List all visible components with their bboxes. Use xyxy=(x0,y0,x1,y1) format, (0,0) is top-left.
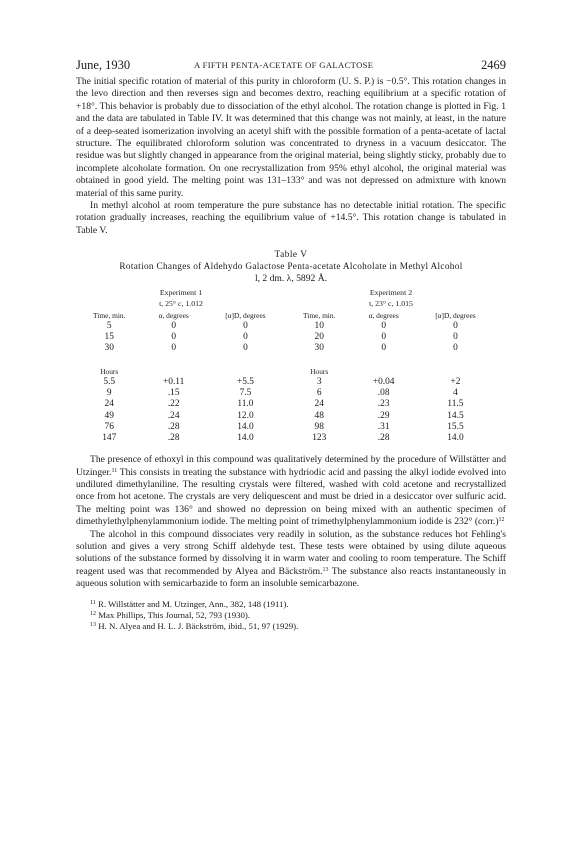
table-row xyxy=(76,399,496,410)
table-label: Table V xyxy=(274,250,308,261)
table-cell: 0 xyxy=(243,320,248,331)
footnote-text: H. N. Alyea and H. L. J. Bäckström, ibid., 51, 97 (1929). xyxy=(98,621,299,632)
table-cell: .23 xyxy=(377,399,390,410)
table-cell: 0 xyxy=(171,320,177,331)
footnote-ref: 11 xyxy=(111,467,118,474)
column-header: [α]D, degrees xyxy=(225,310,266,320)
page-number: 2469 xyxy=(481,58,506,72)
table-cell: 14.0 xyxy=(237,432,254,443)
paragraph-4-text: The alcohol in this compound dissociates very readily in solution, as the substance reduces hot Fehling's solution and gives a very strong Schiff aldehyde test. These tests were obtained by using dilute aqueous solutions of the substance formed by dissolving it in warm water and cooling to room temperature. The Schiff reagent used was that recommended by Alyea and Bäckström. xyxy=(76,528,506,577)
experiment-1-conditions: t, 25° c, 1.012 xyxy=(159,299,203,309)
table-cell: 14.0 xyxy=(237,421,254,432)
table-cell: 24 xyxy=(314,399,324,410)
footnote-number: 11 xyxy=(90,599,96,606)
table-cell: 0 xyxy=(453,332,458,343)
table-cell: .31 xyxy=(377,421,390,432)
table-cell: 3 xyxy=(316,376,322,387)
table-cell: 30 xyxy=(314,343,324,354)
table-cell: +0.04 xyxy=(372,376,395,387)
table-cell: 14.5 xyxy=(447,410,464,421)
table-cell: 0 xyxy=(171,343,177,354)
table-row xyxy=(76,422,496,433)
table-cell: 7.5 xyxy=(239,388,252,399)
table-cell: .15 xyxy=(167,388,180,399)
rotation-table-body xyxy=(76,287,496,444)
table-cell: +0.11 xyxy=(162,376,185,387)
table-cell: 6 xyxy=(316,388,322,399)
paragraph-4-text: The substance also reacts instantaneously in aqueous solution with semicarbazide to form an insoluble semicarbazone. xyxy=(76,565,506,590)
page xyxy=(76,58,506,633)
column-header: Time, min. xyxy=(303,310,336,320)
table-row xyxy=(76,388,496,399)
table-cell: .28 xyxy=(167,421,180,432)
table-cell: 123 xyxy=(312,432,327,443)
table-cell: 0 xyxy=(381,343,386,354)
footnotes xyxy=(76,599,506,633)
footnote-ref: 13 xyxy=(322,566,329,573)
table-cell: 0 xyxy=(243,332,248,343)
experiment-conditions-row xyxy=(76,298,496,309)
column-header: [α]D, degrees xyxy=(435,310,476,320)
table-cell: 4 xyxy=(453,388,458,399)
footnote-text: Max Phillips, This Journal, 52, 793 (1930). xyxy=(98,609,251,620)
table-cell: 9 xyxy=(106,388,112,399)
footnote-text: R. Willstätter and M. Utzinger, Ann., 382, 148 (1911). xyxy=(97,598,289,609)
table-cell: 49 xyxy=(104,410,114,421)
paragraph-3-text: The presence of ethoxyl in this compound was qualitatively determined by the procedure of Willstätter and Utzinger. xyxy=(76,454,506,478)
table-row xyxy=(76,377,496,388)
table-cell: 30 xyxy=(104,343,114,354)
table-row xyxy=(76,433,496,444)
table-cell: 11.5 xyxy=(447,399,464,410)
table-cell: 15.5 xyxy=(447,421,464,432)
paragraph-1: The initial specific rotation of material of this purity in chloroform (U. S. P.) is −0.5°. This rotation changes in the levo direction and then reverses sign and becomes dextro, reaching equilibrium at a specific rotation of +18°. This behavior is probably due to dissociation of the ethyl alcohol. The rotation change is plotted in Fig. 1 and the data are tabulated in Table IV. It was determined that this change was not mainly, at least, in the nature of a deep-seated isomerization involving an acetyl shift with the possible formation of a penta-acetate of lactal structure. The equilibrated chloroform solution was concentrated to dryness in a vacuum desiccator. The residue was but slightly changed in appearance from the original material, being slightly sticky, probably due to incomplete alcoholate formation. On one recrystallization from 95% ethyl alcohol, the original material was obtained in good yield. The melting point was 131–133° and was not depressed on admixture with known material of this same purity. xyxy=(76,76,506,199)
table-cell: 0 xyxy=(453,320,458,331)
table-cell: 15 xyxy=(104,332,114,343)
hours-label: Hours xyxy=(310,366,329,376)
table-cell: 20 xyxy=(314,332,324,343)
table-cell: .24 xyxy=(167,410,180,421)
table-cell: 24 xyxy=(104,399,114,410)
footnote-ref: 12 xyxy=(498,517,505,524)
table-cell: 98 xyxy=(314,421,324,432)
column-header: Time, min. xyxy=(93,310,126,320)
running-header xyxy=(76,58,506,76)
table-cell: 14.0 xyxy=(447,432,464,443)
table-row xyxy=(76,321,496,332)
table-cell: .22 xyxy=(167,399,180,410)
footnote-13 xyxy=(76,621,506,632)
table-cell xyxy=(205,366,286,377)
table-cell: 76 xyxy=(104,421,114,432)
experiment-1-title: Experiment 1 xyxy=(159,288,203,298)
table-cell: 147 xyxy=(102,432,117,443)
spacer-cell xyxy=(76,355,496,366)
table-cell: 0 xyxy=(243,343,248,354)
footnote-number: 13 xyxy=(90,622,96,629)
table-cell: 5 xyxy=(106,320,112,331)
table-cell: +5.5 xyxy=(236,376,254,387)
table-cell: .08 xyxy=(377,388,390,399)
table-cell: .28 xyxy=(377,432,390,443)
table-cell xyxy=(415,366,496,377)
paragraph-4 xyxy=(76,529,506,591)
column-header: α, degrees xyxy=(368,310,399,320)
column-header-row xyxy=(76,310,496,321)
table-cell: 0 xyxy=(381,320,386,331)
experiment-2-conditions: t, 23° c, 1.015 xyxy=(369,299,413,309)
table-cell: 11.0 xyxy=(237,399,254,410)
table-cell: 48 xyxy=(314,410,324,421)
table-row xyxy=(76,332,496,343)
footnote-number: 12 xyxy=(90,610,96,617)
table-cell: 12.0 xyxy=(237,410,254,421)
table-row xyxy=(76,343,496,354)
table-spacer xyxy=(76,355,496,366)
table-cell: .29 xyxy=(377,410,390,421)
table-caption: Rotation Changes of Aldehydo Galactose Penta-acetate Alcoholate in Methyl Alcohol xyxy=(119,262,463,273)
hours-label: Hours xyxy=(100,366,119,376)
header-date: June, 1930 xyxy=(76,58,131,72)
paragraph-3 xyxy=(76,454,506,528)
table-cell: 5.5 xyxy=(103,376,116,387)
footnote-11 xyxy=(76,599,506,610)
table-cell: 10 xyxy=(314,320,324,331)
table-row xyxy=(76,411,496,422)
table-cell: .28 xyxy=(167,432,180,443)
table-cell: 0 xyxy=(171,332,177,343)
experiment-2-title: Experiment 2 xyxy=(369,288,413,298)
table-cell xyxy=(352,366,414,377)
table-cell xyxy=(142,366,204,377)
header-title: A FIFTH PENTA-ACETATE OF GALACTOSE xyxy=(194,60,374,70)
column-header: α, degrees xyxy=(158,310,189,320)
table-conditions: l, 2 dm. λ, 5892 Å. xyxy=(254,273,328,285)
footnote-12 xyxy=(76,610,506,621)
paragraph-3-text: This consists in treating the substance with hydriodic acid and passing the alkyl iodide evolved into undiluted dimethylaniline. The resulting crystals were filtered, washed with cold acetone and recrystallized once from hot acetone. The crystals are very deliquescent and must be dried in a desiccator over sulfuric acid. The melting point was 136° and showed no depression on being mixed with an authentic specimen of dimethylethylphenylammonium iodide. The melting point of trimethylphenylammonium iodide is 232° (corr.) xyxy=(76,466,506,528)
paragraph-2: In methyl alcohol at room temperature the pure substance has no detectable initial rotation. The specific rotation gradually increases, reaching the equilibrium value of +14.5°. This rotation change is tabulated in Table V. xyxy=(76,200,506,236)
experiment-title-row xyxy=(76,287,496,298)
rotation-table xyxy=(76,287,496,444)
table-cell: +2 xyxy=(450,376,461,387)
table-cell: 0 xyxy=(381,332,386,343)
hours-label-row xyxy=(76,366,496,377)
table-cell: 0 xyxy=(453,343,458,354)
